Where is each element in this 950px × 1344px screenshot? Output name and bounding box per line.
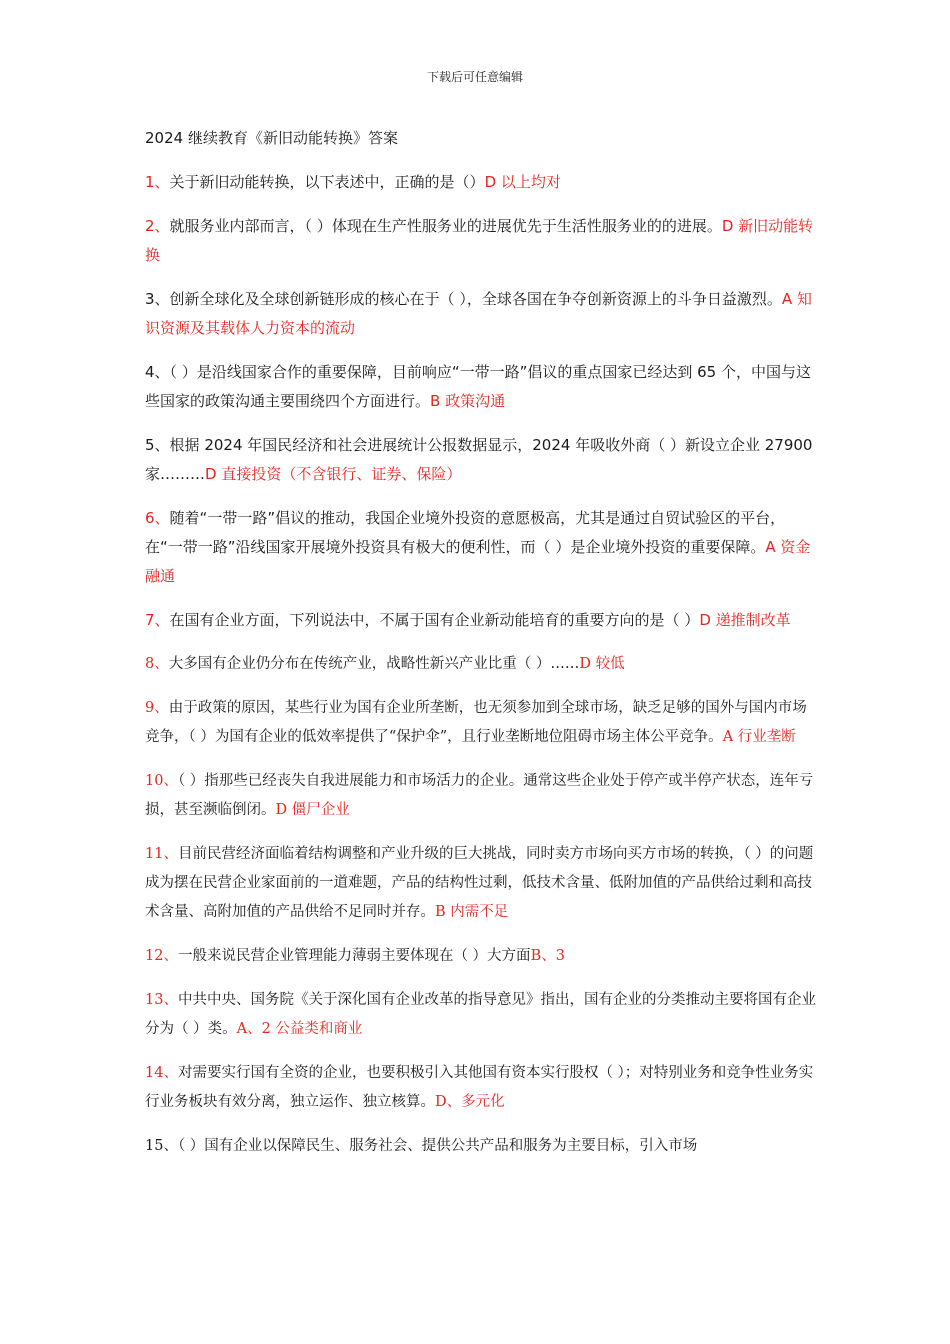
question-number: 9、 xyxy=(145,700,169,716)
answer-text: A 资金融通 xyxy=(145,538,811,585)
answer-text: D 新旧动能转换 xyxy=(145,217,814,264)
question-2 xyxy=(145,212,817,270)
question-text: 对需要实行国有全资的企业，也要积极引入其他国有资本实行股权（ ）；对特别业务和竞争性业务实行业务板块有效分离，独立运作、独立核算。 xyxy=(145,1065,814,1110)
question-number: 15、 xyxy=(145,1138,178,1154)
question-13 xyxy=(145,986,817,1044)
question-number: 8、 xyxy=(145,656,169,672)
question-text: 在国有企业方面，下列说法中，不属于国有企业新动能培育的重要方向的是（ ） xyxy=(169,611,700,629)
question-text: 关于新旧动能转换，以下表述中，正确的是（） xyxy=(169,173,485,191)
question-15 xyxy=(145,1132,817,1161)
question-12 xyxy=(145,942,817,971)
question-text: （ ）国有企业以保障民生、服务社会、提供公共产品和服务为主要目标，引入市场 xyxy=(177,1138,698,1154)
answer-text: D 递推制改革 xyxy=(699,611,791,629)
answer-text: A 知识资源及其载体人力资本的流动 xyxy=(145,290,812,337)
question-6 xyxy=(145,504,817,591)
question-number: 5、 xyxy=(145,436,170,454)
question-number: 6、 xyxy=(145,509,170,527)
question-number: 13、 xyxy=(145,992,178,1008)
question-text: 就服务业内部而言，（ ）体现在生产性服务业的进展优先于生活性服务业的的进展。 xyxy=(169,217,722,235)
question-number: 3、 xyxy=(145,290,170,308)
document-title: 2024 继续教育《新旧动能转换》答案 xyxy=(145,129,398,147)
question-number: 12、 xyxy=(145,948,178,964)
question-number: 7、 xyxy=(145,611,170,629)
answer-text: D 僵尸企业 xyxy=(275,802,350,818)
question-text: 一般来说民营企业管理能力薄弱主要体现在（ ）大方面 xyxy=(177,948,531,964)
question-number: 1、 xyxy=(145,173,170,191)
question-list xyxy=(145,168,817,1176)
question-1 xyxy=(145,168,817,197)
question-9 xyxy=(145,694,817,752)
question-text: 大多国有企业仍分布在传统产业，战略性新兴产业比重（ ）…… xyxy=(168,656,580,672)
answer-text: B、3 xyxy=(530,948,565,964)
question-number: 2、 xyxy=(145,217,170,235)
answer-text: B 政策沟通 xyxy=(430,392,506,410)
answer-text: D、多元化 xyxy=(435,1094,505,1110)
question-text: 随着“一带一路”倡议的推动，我国企业境外投资的意愿极高，尤其是通过自贸试验区的平台，在“一带一路”沿线国家开展境外投资具有极大的便利性，而（ ）是企业境外投资的重要保障。 xyxy=(145,509,786,556)
question-8 xyxy=(145,650,817,679)
question-text: 中共中央、国务院《关于深化国有企业改革的指导意见》指出，国有企业的分类推动主要将国有企业分为（ ）类。 xyxy=(145,992,816,1037)
question-14 xyxy=(145,1059,817,1117)
question-text: （ ）是沿线国家合作的重要保障，目前响应“一带一路”倡议的重点国家已经达到 65 个，中国与这些国家的政策沟通主要围绕四个方面进行。 xyxy=(145,363,811,410)
question-text: 由于政策的原因，某些行业为国有企业所垄断，也无须参加到全球市场，缺乏足够的国外与国内市场竞争，（ ）为国有企业的低效率提供了“保护伞”，且行业垄断地位阻碍市场主体公平竞争。 xyxy=(145,700,807,745)
answer-text: D 以上均对 xyxy=(484,173,561,191)
page-header: 下载后可任意编辑 xyxy=(426,70,523,84)
answer-text: D 较低 xyxy=(579,656,625,672)
question-text: 创新全球化及全球创新链形成的核心在于（ ），全球各国在争夺创新资源上的斗争日益激烈。 xyxy=(169,290,782,308)
question-text: （ ）指那些已经丧失自我进展能力和市场活力的企业。通常这些企业处于停产或半停产状态，连年亏损，甚至濒临倒闭。 xyxy=(145,773,814,818)
question-number: 11、 xyxy=(145,846,178,862)
question-number: 10、 xyxy=(145,773,178,789)
question-11 xyxy=(145,840,817,927)
question-5 xyxy=(145,431,817,489)
question-4 xyxy=(145,358,817,416)
question-7 xyxy=(145,606,817,635)
question-number: 14、 xyxy=(145,1065,178,1081)
answer-text: A、2 公益类和商业 xyxy=(236,1021,363,1037)
question-10 xyxy=(145,767,817,825)
answer-text: D 直接投资（不含银行、证券、保险） xyxy=(205,465,462,483)
question-text: 根据 2024 年国民经济和社会进展统计公报数据显示，2024 年吸收外商（ ）新设立企业 27900 家……… xyxy=(145,436,813,483)
question-3 xyxy=(145,285,817,343)
answer-text: A 行业垄断 xyxy=(722,729,796,745)
question-number: 4、 xyxy=(145,363,170,381)
answer-text: B 内需不足 xyxy=(435,904,509,920)
question-text: 目前民营经济面临着结构调整和产业升级的巨大挑战，同时卖方市场向买方市场的转换，（ ）的问题成为摆在民营企业家面前的一道难题，产品的结构性过剩，低技术含量、低附加值的产品供给过剩和高技术含量、高附加值的产品供给不足同时并存。 xyxy=(145,846,814,920)
